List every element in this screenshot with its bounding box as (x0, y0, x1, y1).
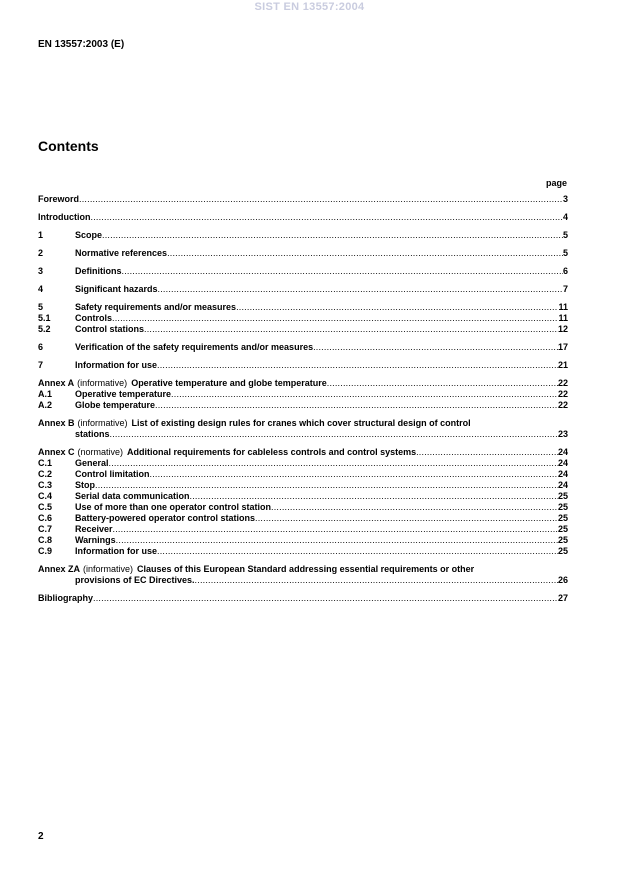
toc-number: 7 (38, 360, 44, 370)
toc-page: 22 (557, 389, 568, 399)
toc-entry-safety-requirements[interactable] (38, 302, 568, 313)
toc-page: 25 (557, 513, 568, 523)
toc-entry-normative-references[interactable] (38, 248, 568, 259)
toc-entry-general[interactable] (38, 458, 568, 469)
toc-number: C.3 (38, 480, 53, 490)
toc-title: Stop (75, 480, 95, 490)
toc-leader (91, 212, 563, 223)
toc-leader (416, 447, 558, 458)
toc-page: 25 (557, 502, 568, 512)
toc-title-line2: stations (75, 429, 110, 439)
toc-leader (271, 502, 558, 513)
toc-entry-definitions[interactable] (38, 266, 568, 277)
page-column-label: page (545, 178, 567, 188)
toc-leader (113, 524, 558, 535)
toc-page: 6 (562, 266, 568, 276)
toc-entry-stop[interactable] (38, 480, 568, 491)
toc-title: Normative references (75, 248, 168, 258)
toc-title: Receiver (75, 524, 113, 534)
toc-entry-control-stations[interactable] (38, 324, 568, 335)
toc-entry-annex-za-cont[interactable] (38, 575, 568, 586)
toc-entry-significant-hazards[interactable] (38, 284, 568, 295)
toc-entry-controls[interactable] (38, 313, 568, 324)
toc-page: 11 (558, 302, 568, 312)
toc-title: Bibliography (38, 593, 94, 603)
toc-title: Introduction (38, 212, 91, 222)
toc-page: 26 (557, 575, 568, 585)
toc-number: C.4 (38, 491, 53, 501)
toc-number: 2 (38, 248, 44, 258)
toc-number: A.1 (38, 389, 53, 399)
toc-page: 23 (557, 429, 568, 439)
table-of-contents (38, 194, 568, 604)
toc-title: Information for use (75, 360, 158, 370)
toc-entry-battery-powered-stations[interactable] (38, 513, 568, 524)
toc-number: 6 (38, 342, 44, 352)
toc-title-line1: Clauses of this European Standard addressing essential requirements or other (137, 564, 475, 574)
toc-leader (236, 302, 558, 313)
toc-leader (122, 266, 563, 277)
toc-title: Control stations (75, 324, 144, 334)
toc-entry-c-information-for-use[interactable] (38, 546, 568, 557)
toc-page: 21 (557, 360, 568, 370)
toc-entry-receiver[interactable] (38, 524, 568, 535)
toc-title: Use of more than one operator control station (75, 502, 272, 512)
toc-page: 22 (557, 400, 568, 410)
page-number: 2 (38, 831, 44, 842)
toc-leader (112, 313, 558, 324)
toc-leader (157, 360, 558, 371)
toc-annex-label: Annex ZA (38, 564, 81, 574)
toc-number: C.9 (38, 546, 53, 556)
toc-title: General (75, 458, 109, 468)
contents-title: Contents (38, 138, 99, 154)
toc-number: C.2 (38, 469, 53, 479)
toc-title: Definitions (75, 266, 122, 276)
toc-entry-warnings[interactable] (38, 535, 568, 546)
toc-leader (155, 400, 558, 411)
toc-number: 4 (38, 284, 44, 294)
toc-page: 24 (557, 480, 568, 490)
toc-title: Significant hazards (75, 284, 158, 294)
toc-entry-serial-data-communication[interactable] (38, 491, 568, 502)
toc-title: Serial data communication (75, 491, 190, 501)
toc-page: 27 (557, 593, 568, 603)
toc-leader (171, 389, 558, 400)
toc-number: 5 (38, 302, 44, 312)
toc-leader (150, 469, 558, 480)
toc-page: 25 (557, 535, 568, 545)
toc-number: A.2 (38, 400, 53, 410)
toc-title: Operative temperature and globe temperature (131, 378, 327, 388)
toc-entry-information-for-use[interactable] (38, 360, 568, 371)
toc-number: 3 (38, 266, 44, 276)
toc-title: Foreword (38, 194, 80, 204)
toc-number: C.8 (38, 535, 53, 545)
toc-annex-type: (informative) (77, 378, 128, 388)
toc-entry-bibliography[interactable] (38, 593, 568, 604)
toc-title: Control limitation (75, 469, 150, 479)
toc-title: Additional requirements for cableless controls and control systems (127, 447, 417, 457)
toc-page: 7 (562, 284, 568, 294)
toc-page: 25 (557, 491, 568, 501)
toc-number: C.5 (38, 502, 53, 512)
toc-page: 5 (562, 230, 568, 240)
toc-leader (102, 230, 563, 241)
toc-page: 22 (557, 378, 568, 388)
toc-entry-globe-temperature[interactable] (38, 400, 568, 411)
toc-leader (116, 535, 558, 546)
toc-annex-type: (normative) (77, 447, 124, 457)
toc-annex-label: Annex A (38, 378, 75, 388)
toc-leader (195, 575, 558, 586)
toc-entry-annex-a[interactable] (38, 378, 568, 389)
toc-entry-verification[interactable] (38, 342, 568, 353)
toc-entry-operative-temperature[interactable] (38, 389, 568, 400)
toc-number: 1 (38, 230, 44, 240)
toc-entry-foreword[interactable] (38, 194, 568, 205)
toc-title: Globe temperature (75, 400, 156, 410)
toc-page: 24 (557, 447, 568, 457)
toc-annex-type: (informative) (77, 418, 128, 428)
toc-number: C.6 (38, 513, 53, 523)
toc-title: Warnings (75, 535, 116, 545)
toc-annex-label: Annex C (38, 447, 75, 457)
toc-annex-label: Annex B (38, 418, 75, 428)
toc-leader (93, 593, 558, 604)
toc-leader (255, 513, 558, 524)
toc-entry-annex-c[interactable] (38, 447, 568, 458)
toc-title: Verification of the safety requirements and/or measures (75, 342, 314, 352)
toc-title: Operative temperature (75, 389, 172, 399)
toc-page: 11 (558, 313, 568, 323)
toc-leader (190, 491, 558, 502)
toc-leader (327, 378, 558, 389)
toc-page: 17 (557, 342, 568, 352)
toc-number: C.7 (38, 524, 53, 534)
toc-page: 5 (562, 248, 568, 258)
toc-entry-annex-za[interactable] (38, 564, 568, 575)
toc-leader (110, 429, 558, 440)
toc-title-line1: List of existing design rules for cranes which cover structural design of control (131, 418, 471, 428)
toc-title: Safety requirements and/or measures (75, 302, 237, 312)
watermark: SIST EN 13557:2004 (254, 1, 365, 13)
toc-page: 3 (562, 194, 568, 204)
toc-page: 24 (557, 469, 568, 479)
toc-title-line2: provisions of EC Directives. (75, 575, 195, 585)
toc-leader (313, 342, 558, 353)
toc-page: 25 (557, 524, 568, 534)
toc-leader (79, 194, 563, 205)
toc-leader (95, 480, 558, 491)
toc-leader (109, 458, 558, 469)
toc-page: 4 (562, 212, 568, 222)
toc-leader (157, 546, 558, 557)
toc-leader (144, 324, 558, 335)
toc-title: Battery-powered operator control stations (75, 513, 256, 523)
toc-entry-introduction[interactable] (38, 212, 568, 223)
document-id: EN 13557:2003 (E) (38, 39, 125, 50)
toc-page: 12 (557, 324, 568, 334)
toc-entry-annex-b-cont[interactable] (38, 429, 568, 440)
toc-entry-multiple-operator-stations[interactable] (38, 502, 568, 513)
toc-page: 24 (557, 458, 568, 468)
toc-leader (167, 248, 563, 259)
toc-entry-scope[interactable] (38, 230, 568, 241)
toc-title: Controls (75, 313, 112, 323)
toc-leader (158, 284, 563, 295)
toc-annex-type: (informative) (83, 564, 134, 574)
toc-entry-annex-b[interactable] (38, 418, 568, 429)
toc-number: C.1 (38, 458, 53, 468)
toc-page: 25 (557, 546, 568, 556)
toc-title: Information for use (75, 546, 158, 556)
toc-number: 5.2 (38, 324, 51, 334)
toc-number: 5.1 (38, 313, 51, 323)
toc-entry-control-limitation[interactable] (38, 469, 568, 480)
toc-title: Scope (75, 230, 103, 240)
